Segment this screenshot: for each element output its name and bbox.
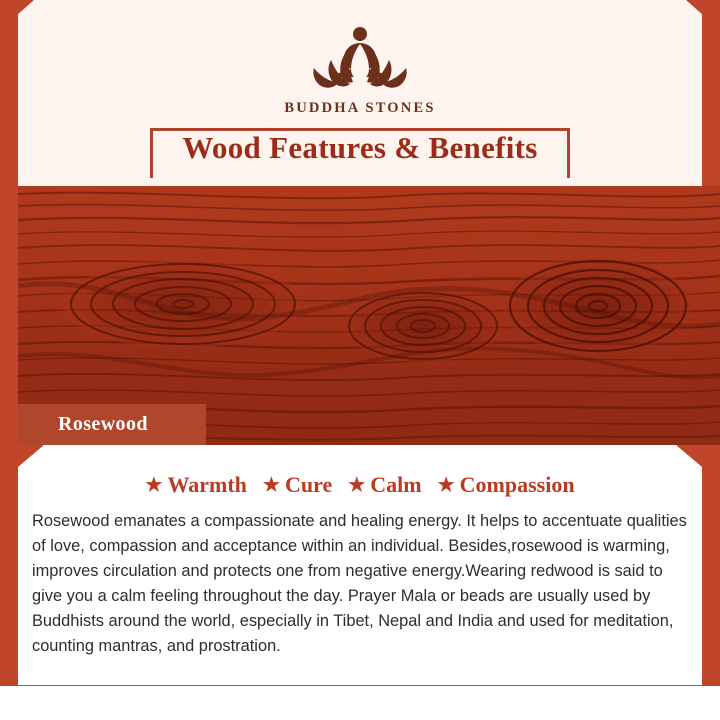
keyword-label: Cure xyxy=(284,472,333,497)
keyword-label: Calm xyxy=(370,472,422,497)
star-icon: ★ xyxy=(348,474,366,496)
wood-type-text: Rosewood xyxy=(58,413,148,435)
corner-accent-card-right xyxy=(676,445,702,467)
keyword-item-calm xyxy=(348,472,421,498)
keyword-list xyxy=(18,472,702,498)
brand-logo xyxy=(0,20,720,117)
description-paragraph: Rosewood emanates a compassionate and healing energy. It helps to accentuate qualities of love, compassion and acceptance within an individual. Besides,rosewood is warming, improves circulation and protects one from negative energy.Wearing redwood is said to give you a calm feeling throughout the day. Prayer Mala or beads are usually used by Buddhists around the world, especially in Tibet, Nepal and India and used for meditation, counting mantras, and prostration. xyxy=(32,512,687,655)
star-icon: ★ xyxy=(145,474,163,496)
keyword-label: Compassion xyxy=(459,472,575,497)
benefits-card xyxy=(18,445,702,685)
star-icon: ★ xyxy=(437,474,455,496)
page-title: Wood Features & Benefits xyxy=(182,130,538,165)
brand-name: BUDDHA STONES xyxy=(284,100,436,116)
bottom-strip xyxy=(0,686,720,720)
keyword-item-cure xyxy=(263,472,332,498)
keyword-label: Warmth xyxy=(167,472,247,497)
keyword-item-compassion xyxy=(438,472,575,498)
wood-type-label xyxy=(18,404,206,445)
lotus-meditation-icon xyxy=(276,20,444,96)
star-icon: ★ xyxy=(262,474,280,496)
keyword-item-warmth xyxy=(145,472,247,498)
corner-accent-card-left xyxy=(18,445,44,467)
